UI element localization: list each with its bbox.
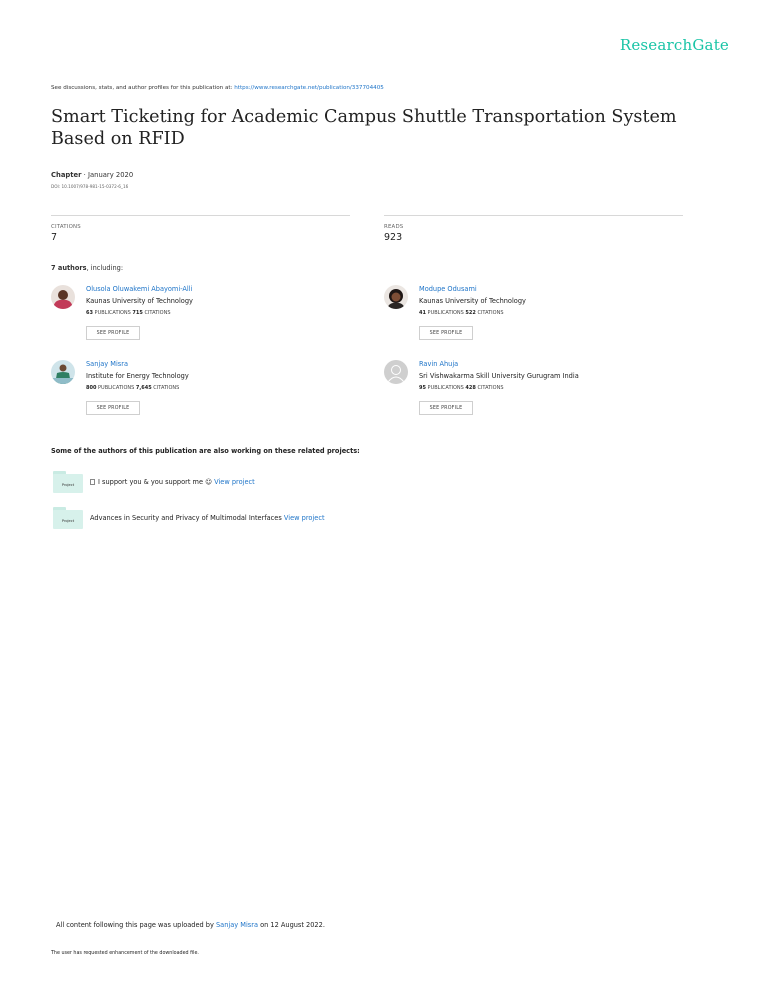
author-stats: [419, 310, 504, 316]
author-citations-count: 715: [132, 310, 143, 316]
author-name-link[interactable]: Olusola Oluwakemi Abayomi-Alli: [86, 285, 193, 293]
publication-doi: DOI: 10.1007/978-981-15-0372-6_16: [51, 184, 129, 189]
publications-label: PUBLICATIONS: [92, 310, 133, 316]
upload-notice: [56, 921, 325, 929]
avatar[interactable]: [51, 285, 75, 309]
authors-heading: [51, 264, 123, 272]
author-stats: [86, 310, 171, 316]
author-photo-icon: [51, 285, 75, 309]
discussion-notice: [51, 85, 384, 91]
publications-label: PUBLICATIONS: [425, 310, 466, 316]
default-avatar-icon: [384, 360, 408, 384]
discussion-prefix: See discussions, stats, and author profiles for this publication at:: [51, 85, 235, 91]
citations-label: CITATIONS: [475, 385, 504, 391]
author-stats: [419, 385, 504, 391]
author-institution: Kaunas University of Technology: [419, 297, 526, 305]
author-citations-count: 428: [465, 385, 476, 391]
related-projects-heading: Some of the authors of this publication are also working on these related projects:: [51, 447, 360, 455]
project-description: [90, 514, 325, 522]
view-project-link[interactable]: View project: [283, 514, 325, 522]
see-profile-button[interactable]: SEE PROFILE: [86, 326, 140, 340]
publications-label: PUBLICATIONS: [96, 385, 136, 391]
author-publications-count: 800: [86, 385, 97, 391]
author-card: [384, 360, 704, 420]
author-publications-count: 41: [419, 310, 426, 316]
see-profile-button[interactable]: SEE PROFILE: [419, 326, 473, 340]
author-publications-count: 95: [419, 385, 426, 391]
author-photo-icon: [51, 360, 75, 384]
citations-label: CITATIONS: [142, 310, 171, 316]
author-stats: [86, 385, 179, 391]
project-folder-label: Project: [61, 519, 75, 523]
citations-divider: [51, 215, 350, 216]
author-institution: Sri Vishwakarma Skill University Gurugram India: [419, 372, 579, 380]
reads-divider: [384, 215, 683, 216]
publication-meta: [51, 171, 133, 179]
authors-count: 7 authors: [51, 264, 87, 272]
author-name-link[interactable]: Ravin Ahuja: [419, 360, 459, 368]
author-citations-count: 7,645: [135, 385, 152, 391]
author-institution: Institute for Energy Technology: [86, 372, 189, 380]
project-title: Advances in Security and Privacy of Multimodal Interfaces: [90, 514, 284, 522]
project-folder-label: Project: [61, 483, 75, 487]
publication-date: · January 2020: [81, 171, 134, 179]
publications-label: PUBLICATIONS: [425, 385, 466, 391]
see-profile-button[interactable]: SEE PROFILE: [86, 401, 140, 415]
see-profile-button[interactable]: SEE PROFILE: [419, 401, 473, 415]
enhancement-notice: The user has requested enhancement of the downloaded file.: [51, 951, 199, 956]
author-name-link[interactable]: Sanjay Misra: [86, 360, 128, 368]
view-project-link[interactable]: View project: [214, 478, 255, 486]
authors-suffix: , including:: [86, 264, 124, 272]
uploaded-prefix: All content following this page was uploaded by: [56, 921, 216, 929]
author-name-link[interactable]: Modupe Odusami: [419, 285, 477, 293]
publication-type: Chapter: [51, 171, 82, 179]
project-item: [53, 507, 653, 533]
author-publications-count: 63: [86, 310, 93, 316]
publication-title: Smart Ticketing for Academic Campus Shuttle Transportation System Based on RFID: [51, 107, 677, 149]
avatar[interactable]: [51, 360, 75, 384]
citations-label: CITATIONS: [475, 310, 504, 316]
reads-value: 923: [384, 232, 403, 243]
avatar[interactable]: [384, 360, 408, 384]
project-folder-icon: [53, 507, 83, 529]
author-card: [51, 360, 371, 420]
author-card: [51, 285, 371, 345]
avatar[interactable]: [384, 285, 408, 309]
reads-label: READS: [384, 224, 404, 230]
uploader-link[interactable]: Sanjay Misra: [216, 921, 258, 929]
author-institution: Kaunas University of Technology: [86, 297, 193, 305]
project-folder-icon: [53, 471, 83, 493]
project-description: [90, 478, 255, 486]
project-title: I support you & you support me ☺: [98, 478, 215, 486]
citations-label: CITATIONS: [51, 224, 81, 230]
publication-link[interactable]: https://www.researchgate.net/publication/337704405: [234, 85, 384, 91]
citations-value: 7: [51, 232, 58, 243]
author-card: [384, 285, 704, 345]
citations-label: CITATIONS: [151, 385, 180, 391]
researchgate-logo: ResearchGate: [619, 36, 729, 54]
author-citations-count: 522: [465, 310, 476, 316]
missing-glyph-icon: [90, 479, 95, 485]
author-photo-icon: [384, 285, 408, 309]
project-item: [53, 471, 653, 497]
uploaded-suffix: on 12 August 2022.: [257, 921, 325, 929]
